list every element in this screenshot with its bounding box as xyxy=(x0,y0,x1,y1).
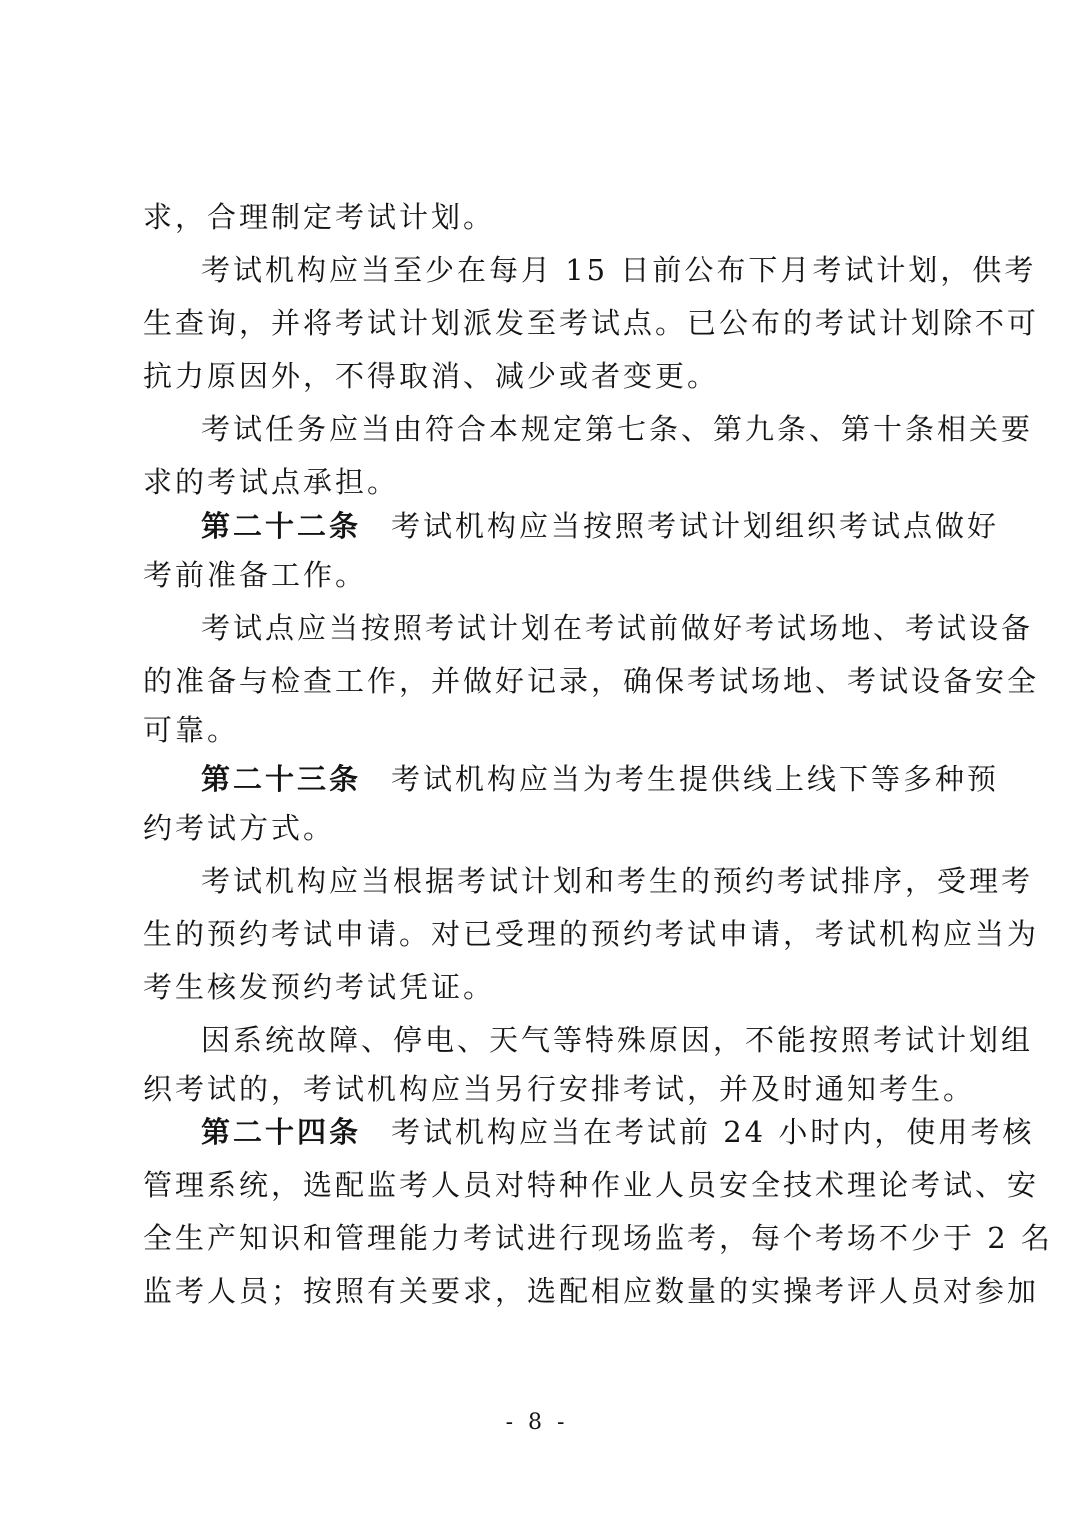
text-line: 约考试方式。 xyxy=(143,811,336,845)
text-line: 考试点应当按照考试计划在考试前做好考试场地、考试设备 xyxy=(201,611,1034,645)
article-line: 第二十三条 考试机构应当为考生提供线上线下等多种预 xyxy=(201,762,1000,796)
text-line: 考试机构应当至少在每月 15 日前公布下月考试计划，供考 xyxy=(201,253,1037,287)
text-line: 因系统故障、停电、天气等特殊原因，不能按照考试计划组 xyxy=(201,1023,1034,1057)
text-line: 织考试的，考试机构应当另行安排考试，并及时通知考生。 xyxy=(143,1072,976,1106)
article-line: 第二十四条 考试机构应当在考试前 24 小时内，使用考核 xyxy=(201,1115,1035,1149)
text-line: 的准备与检查工作，并做好记录，确保考试场地、考试设备安全 xyxy=(143,664,1040,698)
text-line: 生的预约考试申请。对已受理的预约考试申请，考试机构应当为 xyxy=(143,917,1040,951)
text-line: 抗力原因外，不得取消、减少或者变更。 xyxy=(143,359,720,393)
article-heading: 第二十二条 xyxy=(201,509,362,543)
text-line: 考前准备工作。 xyxy=(143,558,368,592)
text-line: 管理系统，选配监考人员对特种作业人员安全技术理论考试、安 xyxy=(143,1168,1040,1202)
text-line: 考试机构应当根据考试计划和考生的预约考试排序，受理考 xyxy=(201,864,1034,898)
article-heading: 第二十三条 xyxy=(201,762,362,796)
text-line: 考生核发预约考试凭证。 xyxy=(143,970,496,1004)
text-line: 生查询，并将考试计划派发至考试点。已公布的考试计划除不可 xyxy=(143,306,1040,340)
text-line: 监考人员；按照有关要求，选配相应数量的实操考评人员对参加 xyxy=(143,1274,1040,1308)
text-line: 求的考试点承担。 xyxy=(143,465,400,499)
article-line: 第二十二条 考试机构应当按照考试计划组织考试点做好 xyxy=(201,509,1000,543)
text-line: 求，合理制定考试计划。 xyxy=(143,200,496,234)
text-line: 考试任务应当由符合本规定第七条、第九条、第十条相关要 xyxy=(201,412,1034,446)
text-line: 全生产知识和管理能力考试进行现场监考，每个考场不少于 2 名 xyxy=(143,1221,1053,1255)
page-number: - 8 - xyxy=(505,1410,569,1435)
text-line: 可靠。 xyxy=(143,713,240,747)
article-heading: 第二十四条 xyxy=(201,1115,362,1149)
